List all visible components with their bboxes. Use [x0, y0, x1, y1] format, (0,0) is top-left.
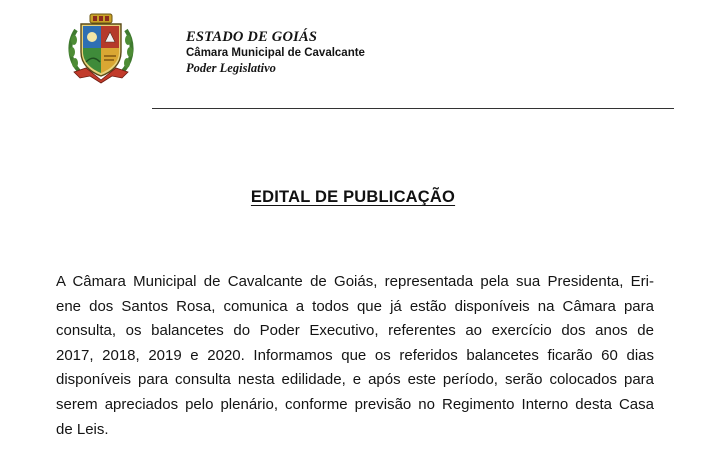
letterhead [62, 12, 682, 112]
state-name: ESTADO DE GOIÁS [186, 29, 318, 45]
document-title [0, 188, 706, 207]
document-title-text: EDITAL DE PUBLICAÇÃO [250, 188, 456, 206]
body-line: 2017, 2018, 2019 e 2020. Informamos que os referidos balancetes ficarão 60 dias [56, 346, 654, 364]
chamber-name: Câmara Municipal de Cavalcante [186, 46, 365, 59]
body-line: serem apreciados pelo plenário, conforme previsão no Regimento Interno desta Casa [56, 395, 654, 413]
header-divider [152, 108, 674, 109]
body-line: consulta, os balancetes do Poder Executivo, referentes ao exercício dos anos de [56, 322, 654, 340]
body-line: A Câmara Municipal de Cavalcante de Goiás, representada pela sua Presidenta, Eri- [56, 273, 654, 290]
body-line: ene dos Santos Rosa, comunica a todos que já estão disponíveis na Câmara para [56, 297, 654, 315]
body-line: disponíveis para consulta nesta edilidade, e após este período, serão colocados para [56, 371, 654, 389]
document-body [56, 270, 654, 442]
letterhead-text [186, 30, 365, 75]
body-line: de Leis. [56, 420, 109, 438]
power-name: Poder Legislativo [186, 61, 276, 75]
municipal-seal-icon [66, 12, 136, 84]
